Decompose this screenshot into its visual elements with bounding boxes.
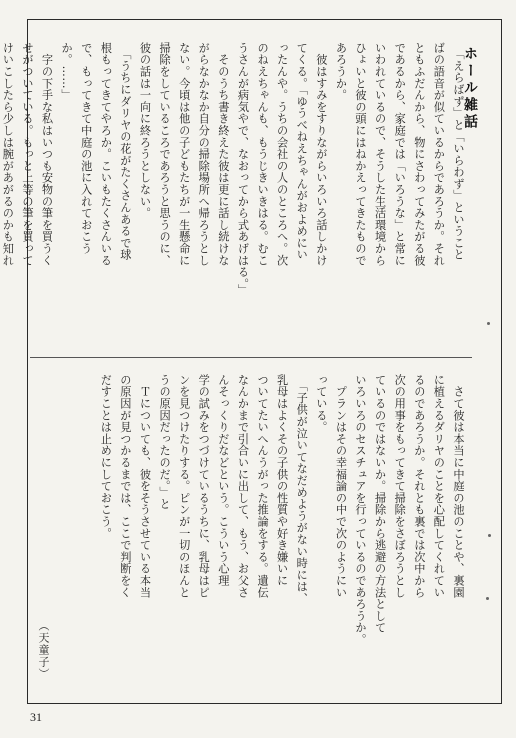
text-column: の原因が見つかるまでは、ここで判断をく [118,374,132,599]
text-column: 学の試みをつづけているうちに、乳母はピ [197,374,211,599]
text-column: ったんや。うちの会社の人のところへ。次 [275,42,289,267]
text-column: 「子供が泣いてなだめようがない時には、 [295,374,309,605]
text-column: っている。 [314,374,328,433]
text-column: なんかまで引合いに出して、もう、お父さ [236,374,250,599]
text-column: けいこしたら少しは腕があがるのかも知れ [1,42,15,267]
text-column: そのうち書き終えた彼は更に話し続けな [216,42,230,267]
scan-speck [486,597,489,600]
text-column: がらなかなか自分の掃除場所へ帰ろうとし [197,42,211,267]
text-column: んそっくりだなどという。こういう心理 [216,374,230,587]
text-column: 乳母はよくその子供の性質や好き嫌いに [275,374,289,587]
text-column: 「うちにダリヤの花がたくさんあるで球 [118,42,132,261]
text-column: いわれているので、そうした生活環境から [373,42,387,267]
text-column: うの原因だったのだ。」と [158,374,172,510]
text-column: 掃除をしているころであろうと思うのに、 [158,42,172,267]
text-column: 字の下手な私はいつも安物の筆を買うく [40,42,54,267]
text-column: のねえちゃんも、もうじきいきはる。むこ [256,42,270,267]
text-column: あろうか。 [334,42,348,101]
text-column: せがついている。もっと上等の筆を買って [20,42,34,267]
scan-speck [487,322,490,325]
text-column: ひょいと彼の頭にはねかえってきたもので [354,42,368,267]
text-column: ているのではないか。掃除から逃避の方法として [373,374,387,634]
page-number: 31 [30,710,42,724]
article-title: ホール雑話 [462,46,478,131]
text-column: で、もってきて中庭の池に入れておこう [79,42,93,255]
text-column: ついてたいへんうがった推論をする。遺伝 [256,374,270,599]
text-column: ない。今頃は他の子どもたちが一生懸命に [177,42,191,267]
text-column: さて彼は本当に中庭の池のことや、裏園 [452,374,465,599]
text-column: 彼はすみをすりながらいろいろ話しかけ [314,42,328,267]
text-column: 彼の話は一向に終ろうとしない。 [138,42,152,219]
author-signature: （天童子） [37,620,50,680]
text-column: 根もってきてやろか。こいもたくさんいる [99,42,113,267]
text-column: だすことは止めにしておこう。 [99,374,113,540]
text-column: 「えらばず」と「いらわず」ということ [452,42,465,261]
text-column: るのであろうか。それとも裏では次中から [412,374,426,599]
lower-text-block [30,374,468,664]
text-column: ンを見つけたりする。ピンが一切のほんと [177,374,191,599]
text-column: プランはその幸福論の中で次のようにい [334,374,348,599]
text-column: Ｔについても、彼をそうさせている本当 [138,374,152,599]
text-column: いろいろのセスチュアを行っているのであろうか。 [354,374,368,646]
section-divider [30,357,472,358]
text-column: ともふだんから、物にさわってみたがる彼 [412,42,426,267]
text-column: てくる。「ゆうべねえちゃんがおよめにい [295,42,309,261]
upper-text-block [1,42,468,350]
text-column: に植えるダリヤのことを心配してくれてい [432,374,446,599]
text-column: ばの語音が似ているからであろうか。それ [432,42,446,267]
scan-speck [488,534,491,537]
text-column: うさんが病気やで、なおってから式あげはる。」 [236,42,250,296]
text-column: か。……」 [60,42,74,101]
text-column: であるから、家庭では「いろうな」と常に [393,42,407,267]
text-column: 次の用事をもってきて掃除をさぼろうとし [393,374,407,599]
